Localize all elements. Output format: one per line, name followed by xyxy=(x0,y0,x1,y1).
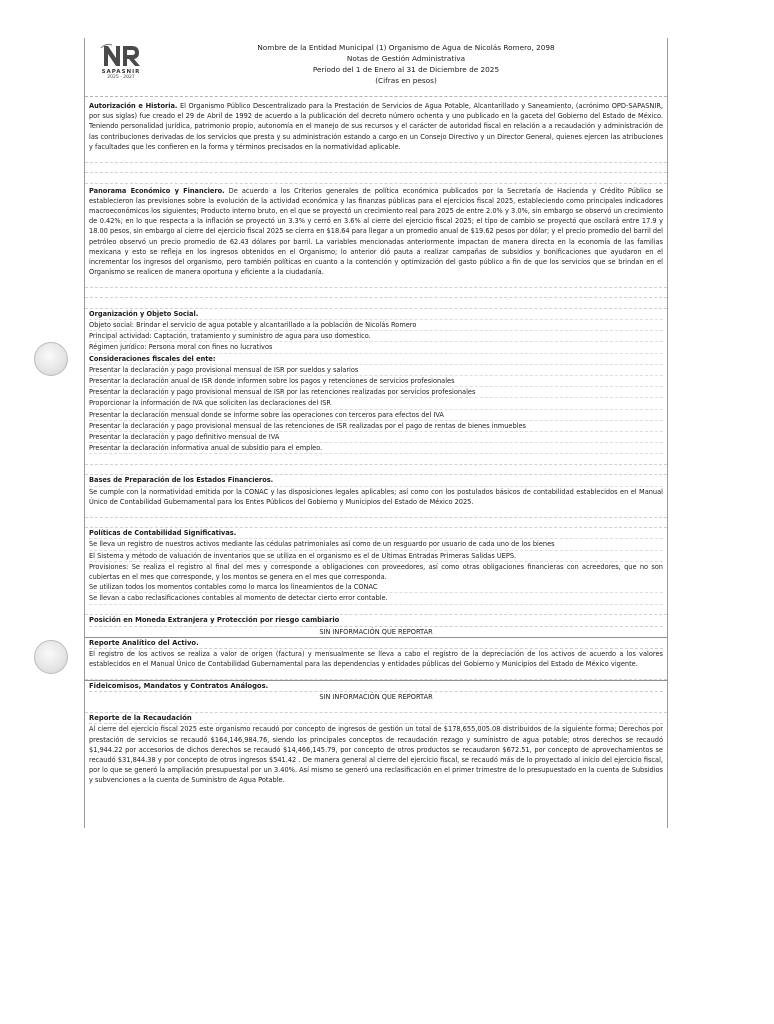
fideicomisos-title: Fideicomisos, Mandatos y Contratos Análogos. xyxy=(89,681,663,693)
spacer xyxy=(85,669,667,680)
section-reporte-activo xyxy=(85,637,667,670)
logo-years: 2025 - 2027 xyxy=(107,75,135,80)
spacer xyxy=(85,465,667,476)
autorizacion-paragraph xyxy=(89,101,663,152)
spacer xyxy=(85,507,667,518)
fiscal-line: Proporcionar la información de IVA que soliciten las declaraciones del ISR xyxy=(89,398,663,409)
document-page xyxy=(84,38,668,828)
fiscal-line: Presentar la declaración y pago provisional mensual de ISR por las retenciones realizadas por servicios profesionales xyxy=(89,387,663,398)
fiscal-line: Presentar la declaración y pago provisional mensual de ISR por sueldos y salarios xyxy=(89,365,663,376)
panorama-paragraph xyxy=(89,186,663,278)
spacer xyxy=(85,277,667,288)
header-lines xyxy=(155,42,657,86)
reporte-activo-title: Reporte Analítico del Activo. xyxy=(89,638,663,650)
logo-text: SAPASNIR xyxy=(101,69,141,75)
posicion-title: Posición en Moneda Extranjera y Protección por riesgo cambiario xyxy=(89,615,663,627)
panorama-text: De acuerdo a los Criterios generales de política económica publicados por la Secretaría de Hacienda y Crédito Público se establecieron las previsiones sobre la evolución de la actividad económica y las finanzas públicas para el ejercicios fiscal 2025, estableciendo como principales indicadores macroeconómicos los siguientes; Producto interno bruto, en el que se proyectó un crecimiento real para 2025 de entre 2.0% y 3.0%, sin embargo se observó un crecimiento de 0.42%; en lo que respecta a la inflación se proyectó un 3.3% y cerró en 3.6% al cierre del ejercicio fiscal 2025; el tipo de cambio se proyectó que oscilará entre 17.9 y 18.00 pesos, sin embargo al cierre del ejercicio fiscal 2025 se cierra en $18.64 para llegar a un promedio anual de $19.62 pesos por dólar; y el precio promedio del barril del petróleo observó un precio promedio de 62.43 dólares por barril. La variables mencionadas anteriormente impactan de manera directa en la economía de las familias mexicana y esto se refleja en los ingresos obtenidos en el Organismo; lo anterior dió pauta a realizar campañas de subsidios y bonificaciones que ayudaron en el incrementar los ingresos del organismo, pero también políticas en cuanto a la contención y optimización del gasto público a fin de que los servicios que se brindan en el Organismo se realicen de manera oportuna y eficiente a la ciudadanía. xyxy=(89,186,663,277)
fiscal-line: Presentar la declaración y pago definitivo mensual de IVA xyxy=(89,432,663,443)
units-line: (Cifras en pesos) xyxy=(375,76,437,85)
politicas-line: El Sistema y método de valuación de inventarios que se utiliza en el organismo es el de Ultimas Entradas Primeras Salidas UEPS. xyxy=(89,551,663,562)
section-organizacion xyxy=(85,309,667,455)
spacer xyxy=(85,288,667,299)
bases-title: Bases de Preparación de los Estados Financieros. xyxy=(89,475,663,486)
reporte-activo-text: El registro de los activos se realiza a valor de origen (factura) y mensualmente se lleva a cabo el registro de la depreciación de los activos de acuerdo a los valores establecidos en el Manual Único de Contabilidad Gubernamental para las dependencias y entidades públicas del Gobierno y Municipios del Estado de México vigente. xyxy=(89,650,663,669)
provisiones-text: Provisiones: Se realiza el registro al final del mes y corresponde a obligaciones con proveedores, así como otras obligaciones financieras con acreedores, que no son cubiertas en el mes que corresponde, y los montos se genera en el mes que corresponda. xyxy=(89,562,663,581)
spacer xyxy=(85,298,667,309)
section-posicion xyxy=(85,615,667,637)
section-panorama xyxy=(85,184,667,278)
spacer xyxy=(85,605,667,616)
fiscal-line: Presentar la declaración y pago provisional mensual de las retenciones de ISR realizadas por el pago de rentas de bienes inmuebles xyxy=(89,421,663,432)
section-politicas xyxy=(85,528,667,604)
fiscal-line: Presentar la declaración mensual donde se informe sobre las operaciones con terceros para efectos del IVA xyxy=(89,410,663,421)
panorama-title: Panorama Económico y Financiero. xyxy=(89,186,225,195)
autorizacion-title: Autorización e Historia. xyxy=(89,102,178,110)
section-recaudacion xyxy=(85,713,667,786)
section-fideicomisos xyxy=(85,680,667,703)
organizacion-line: Régimen jurídico: Persona moral con fines no lucrativos xyxy=(89,342,663,353)
spacer xyxy=(85,173,667,184)
punch-hole-bottom xyxy=(34,640,68,674)
fiscal-line: Presentar la declaración informativa anual de subsidio para el empleo. xyxy=(89,443,663,454)
entity-name: Nombre de la Entidad Municipal (1) Organismo de Agua de Nicolás Romero, 2098 xyxy=(257,43,555,52)
organizacion-title: Organización y Objeto Social. xyxy=(89,309,663,320)
fiscal-title: Consideraciones fiscales del ente: xyxy=(89,354,663,365)
spacer xyxy=(85,518,667,529)
recaudacion-title: Reporte de la Recaudación xyxy=(89,713,663,725)
politicas-line: Se lleva un registro de nuestros activos mediante las cédulas patrimoniales así como de un resguardo por usuario de cada uno de los bienes xyxy=(89,539,663,550)
document-title: Notas de Gestión Administrativa xyxy=(346,54,466,63)
politicas-title: Políticas de Contabilidad Significativas. xyxy=(89,528,663,539)
section-bases xyxy=(85,475,667,507)
document-header xyxy=(85,38,667,97)
fideicomisos-note: SIN INFORMACIÓN QUE REPORTAR xyxy=(319,693,433,702)
spacer xyxy=(85,163,667,174)
fiscal-line: Presentar la declaración anual de ISR donde informen sobre los pagos y retenciones de servicios profesionales xyxy=(89,376,663,387)
autorizacion-text: El Organismo Público Descentralizado para la Prestación de Servicios de Agua Potable, Alcantarillado y Saneamiento, (acrónimo OPD-SAPASNIR, por sus siglas) fue creado el 29 de Abril de 1992 de acuerdo a la publicación del decreto número ochenta y uno publicado en la gaceta del Gobierno del Estado de México. Teniendo personalidad jurídica, patrimonio propio, autonomía en el manejo de sus recursos y el carácter de autoridad fiscal en relación a a recaudación y administración de las contribuciones derivadas de los servicios que presta y su administración estando a cargo en un Consejo Directivo y un Director General, quienes ejercen las atribuciones y facultades que les confieren en la forma y términos precisados en la normatividad aplicable. xyxy=(89,102,663,151)
logo-mark-icon xyxy=(98,42,144,68)
spacer xyxy=(85,454,667,465)
politicas-line: Se utilizan todos los momentos contables como lo marca los lineamientos de la CONAC xyxy=(89,582,663,593)
spacer xyxy=(85,152,667,163)
organizacion-line: Objeto social: Brindar el servicio de agua potable y alcantarillado a la población de Nicolás Romero xyxy=(89,320,663,331)
organizacion-line: Principal actividad: Captación, tratamiento y suministro de agua para uso domestico. xyxy=(89,331,663,342)
politicas-line: Se llevan a cabo reclasificaciones contables al momento de detectar cierto error contable. xyxy=(89,593,663,604)
spacer xyxy=(85,702,667,713)
period-line: Periodo del 1 de Enero al 31 de Diciembre de 2025 xyxy=(312,65,500,74)
recaudacion-text: Al cierre del ejercicio fiscal 2025 este organismo recaudó por concepto de ingresos de gestión un total de $178,655,005.08 distribuidos de la siguiente forma; Derechos por prestación de servicios se recaudó $164,146,984.76, siendo los principales conceptos de recaudación rezago y suministro de agua potable; otros derechos se recaudó $1,944.22 por accesorios de dichos derechos se recaudó $14,466,145.79, por concepto de otros productos se recaudaron $672.51, por concepto de aprovechamientos se recaudó $31,844.38 y por concepto de otros ingresos $541.42 . De manera general al cierre del ejercicio fiscal, se recaudó más de lo proyectado al inicio del ejercicio fiscal, por lo que se generó la ampliación presupuestal por un 3.40%. Así mismo se generó una reclasificación en el primer trimestre de lo presupuestado en la cuenta de Subsidios y subvenciones a la cuenta de Suministro de Agua Potable. xyxy=(89,725,663,785)
punch-hole-top xyxy=(34,342,68,376)
sapasnir-logo xyxy=(93,42,149,80)
posicion-note: SIN INFORMACIÓN QUE REPORTAR xyxy=(319,627,433,636)
bases-text: Se cumple con la normatividad emitida por la CONAC y las disposiciones legales aplicables; así como con los postulados básicos de contabilidad establecidos en el Manual Único de Contabilidad Gubernamental para los Entes Públicos del Gobierno y Municipios del Estado de México 2025. xyxy=(89,487,663,506)
section-autorizacion xyxy=(85,97,667,152)
